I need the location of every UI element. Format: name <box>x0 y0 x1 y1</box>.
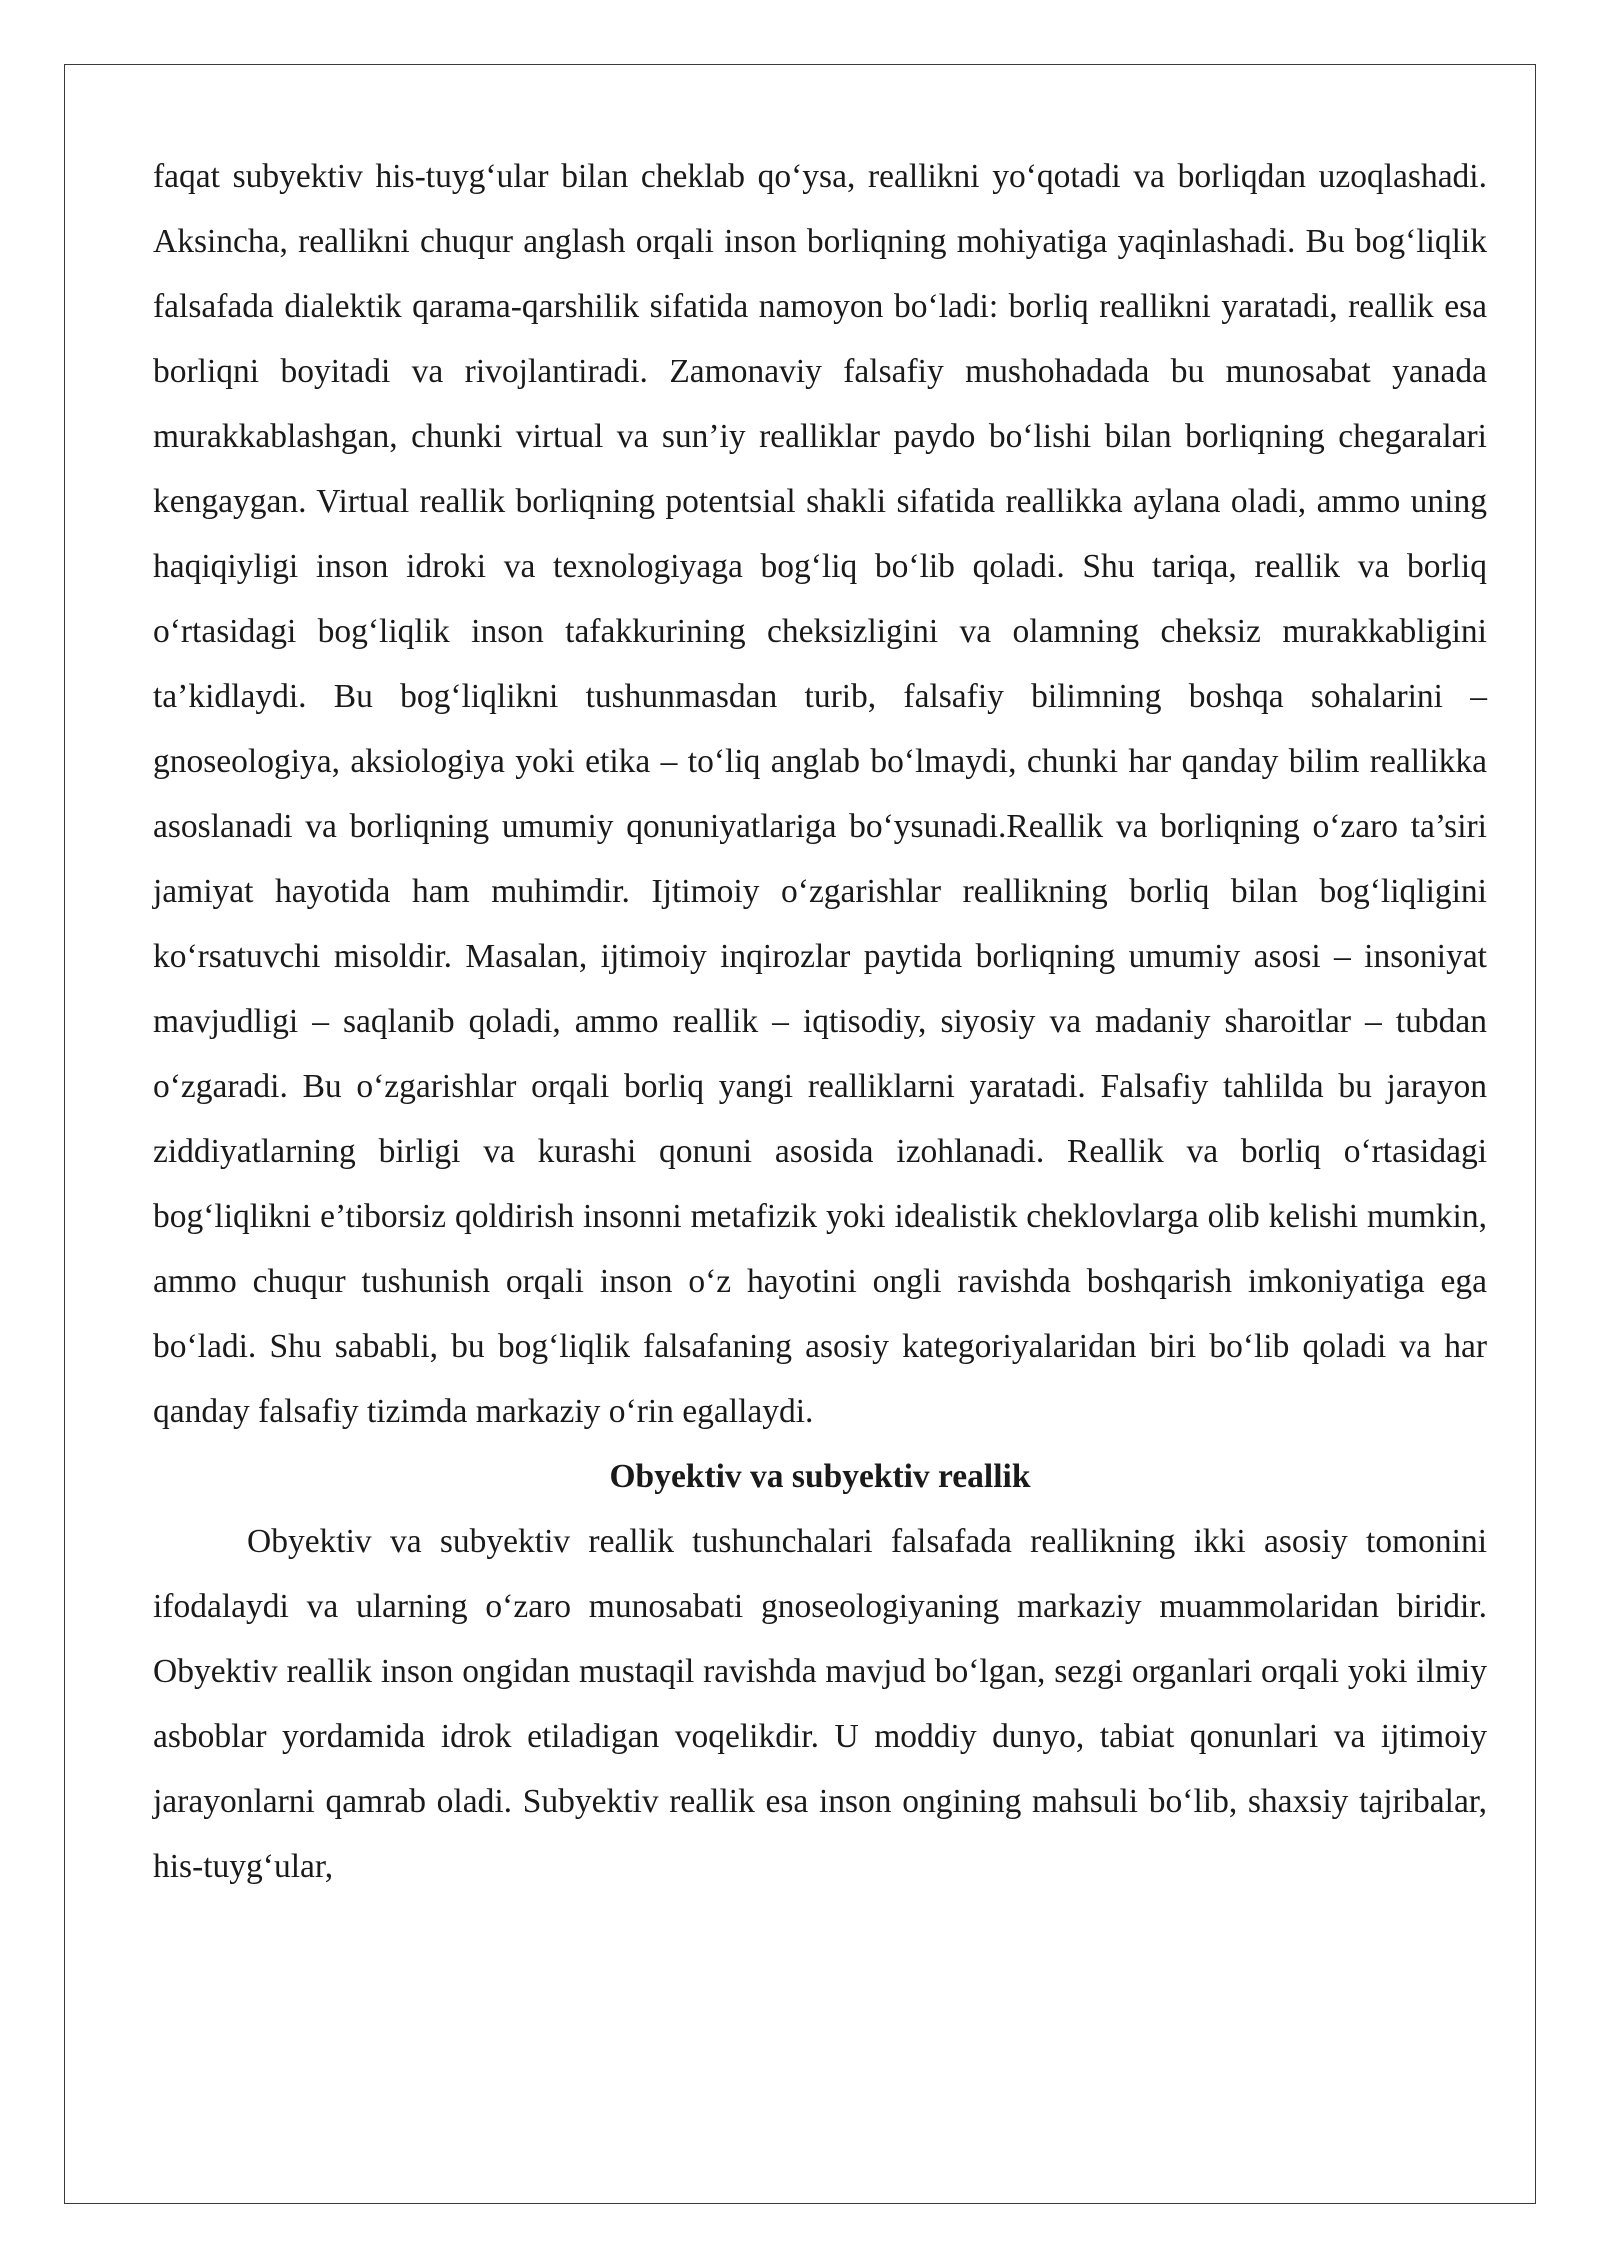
section-heading: Obyektiv va subyektiv reallik <box>609 1458 1031 1495</box>
document-body <box>153 144 1487 1899</box>
paragraph-reality-and-being: faqat subyektiv his-tuyg‘ular bilan cheklab qo‘ysa, reallikni yo‘qotadi va borliqdan uzoqlashadi. Aksincha, reallikni chuqur anglash orqali inson borliqning mohiyatiga yaqinlashadi. Bu bog‘liqlik falsafada dialektik qarama-qarshilik sifatida namoyon bo‘ladi: borliq reallikni yaratadi, reallik esa borliqni boyitadi va rivojlantiradi. Zamonaviy falsafiy mushohadada bu munosabat yanada murakkablashgan, chunki virtual va sun’iy realliklar paydo bo‘lishi bilan borliqning chegaralari kengaygan. Virtual reallik borliqning potentsial shakli sifatida reallikka aylana oladi, ammo uning haqiqiyligi inson idroki va texnologiyaga bog‘liq bo‘lib qoladi. Shu tariqa, reallik va borliq o‘rtasidagi bog‘liqlik inson tafakkurining cheksizligini va olamning cheksiz murakkabligini ta’kidlaydi. Bu bog‘liqlikni tushunmasdan turib, falsafiy bilimning boshqa sohalarini – gnoseologiya, aksiologiya yoki etika – to‘liq anglab bo‘lmaydi, chunki har qanday bilim reallikka asoslanadi va borliqning umumiy qonuniyatlariga bo‘ysunadi.Reallik va borliqning o‘zaro ta’siri jamiyat hayotida ham muhimdir. Ijtimoiy o‘zgarishlar reallikning borliq bilan bog‘liqligini ko‘rsatuvchi misoldir. Masalan, ijtimoiy inqirozlar paytida borliqning umumiy asosi – insoniyat mavjudligi – saqlanib qoladi, ammo reallik – iqtisodiy, siyosiy va madaniy sharoitlar – tubdan o‘zgaradi. Bu o‘zgarishlar orqali borliq yangi realliklarni yaratadi. Falsafiy tahlilda bu jarayon ziddiyatlarning birligi va kurashi qonuni asosida izohlanadi. Reallik va borliq o‘rtasidagi bog‘liqlikni e’tiborsiz qoldirish insonni metafizik yoki idealistik cheklovlarga olib kelishi mumkin, ammo chuqur tushunish orqali inson o‘z hayotini ongli ravishda boshqarish imkoniyatiga ega bo‘ladi. Shu sababli, bu bog‘liqlik falsafaning asosiy kategoriyalaridan biri bo‘lib qoladi va har qanday falsafiy tizimda markaziy o‘rin egallaydi. <box>153 158 1487 1430</box>
paragraph-objective-subjective-reality: Obyektiv va subyektiv reallik tushunchalari falsafada reallikning ikki asosiy tomonini ifodalaydi va ularning o‘zaro munosabati gnoseologiyaning markaziy muammolaridan biridir. Obyektiv reallik inson ongidan mustaqil ravishda mavjud bo‘lgan, sezgi organlari orqali yoki ilmiy asboblar yordamida idrok etiladigan voqelikdir. U moddiy dunyo, tabiat qonunlari va ijtimoiy jarayonlarni qamrab oladi. Subyektiv reallik esa inson ongining mahsuli bo‘lib, shaxsiy tajribalar, his-tuyg‘ular, <box>153 1523 1487 1885</box>
